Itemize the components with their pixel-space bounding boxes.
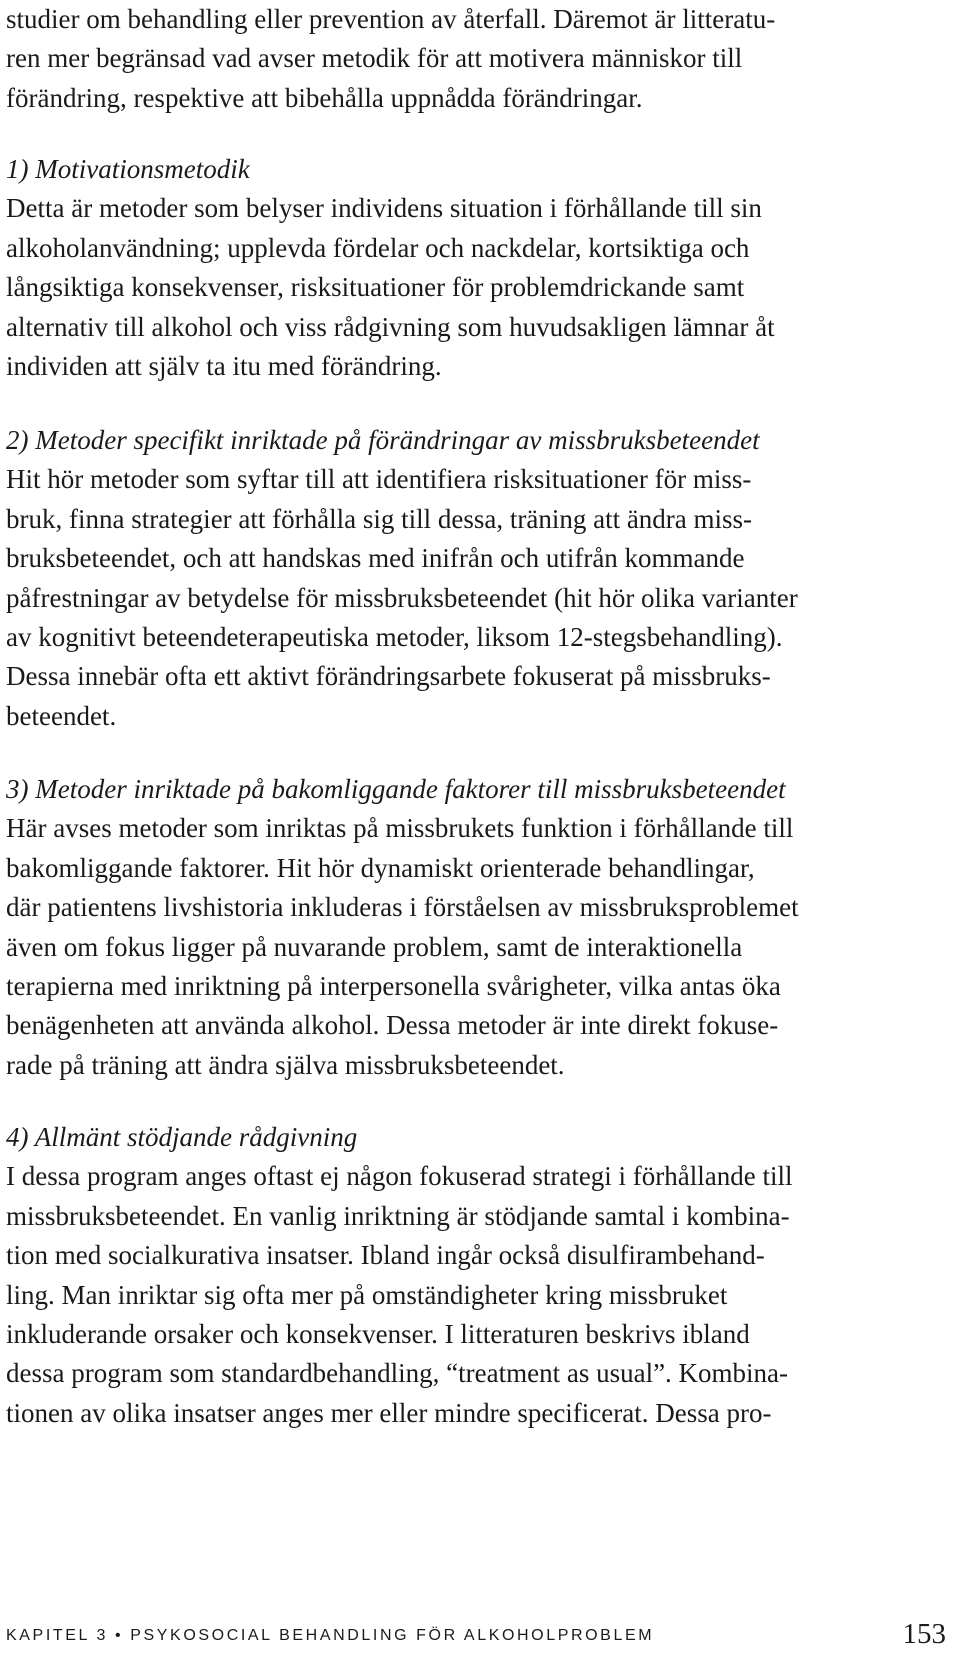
text-line: inkluderande orsaker och konsekvenser. I litteraturen beskrivs ibland	[6, 1318, 750, 1349]
text-line: förändring, respektive att bibehålla uppnådda förändringar.	[6, 82, 643, 113]
text-line: beteendet.	[6, 700, 117, 731]
text-line: Detta är metoder som belyser individens situation i förhållande till sin	[6, 193, 762, 224]
text-line: bruk, finna strategier att förhålla sig till dessa, träning att ändra miss-	[6, 503, 753, 534]
text-line: av kognitivt beteendeterapeutiska metoder, liksom 12-stegsbehandling).	[6, 621, 783, 652]
text-line: påfrestningar av betydelse för missbruksbeteendet (hit hör olika varianter	[6, 582, 798, 613]
text-line: Hit hör metoder som syftar till att identifiera risksituationer för miss-	[6, 464, 752, 495]
text-line: Dessa innebär ofta ett aktivt förändringsarbete fokuserat på missbruks-	[6, 661, 771, 692]
section-heading: 1) Motivationsmetodik	[6, 154, 250, 184]
section-heading: 4) Allmänt stödjande rådgivning	[6, 1122, 358, 1152]
intro-paragraph	[6, 0, 946, 118]
text-line: alkoholanvändning; upplevda fördelar och nackdelar, kortsiktiga och	[6, 232, 750, 263]
text-line: ling. Man inriktar sig ofta mer på omständigheter kring missbruket	[6, 1279, 728, 1310]
running-title: KAPITEL 3 • PSYKOSOCIAL BEHANDLING FÖR ALKOHOLPROBLEM	[6, 1627, 655, 1644]
text-line: dessa program som standardbehandling, “treatment as usual”. Kombina-	[6, 1358, 789, 1389]
text-line: I dessa program anges oftast ej någon fokuserad strategi i förhållande till	[6, 1161, 793, 1192]
text-line: individen att själv ta itu med förändring.	[6, 350, 442, 381]
text-line: ren mer begränsad vad avser metodik för att motivera människor till	[6, 43, 743, 74]
text-line: missbruksbeteendet. En vanlig inriktning är stödjande samtal i kombina-	[6, 1200, 790, 1231]
section-stodjande-radgivning	[6, 1118, 946, 1433]
text-line: bruksbeteendet, och att handskas med inifrån och utifrån kommande	[6, 543, 745, 574]
text-line: där patientens livshistoria inkluderas i förståelsen av missbruksproblemet	[6, 892, 799, 923]
text-line: även om fokus ligger på nuvarande problem, samt de interaktionella	[6, 931, 743, 962]
text-line: långsiktiga konsekvenser, risksituationer för problemdrickande samt	[6, 272, 745, 303]
text-line: bakomliggande faktorer. Hit hör dynamiskt orienterade behandlingar,	[6, 852, 755, 883]
section-heading: 3) Metoder inriktade på bakomliggande faktorer till missbruksbeteendet	[6, 774, 786, 804]
text-line: benägenheten att använda alkohol. Dessa metoder är inte direkt fokuse-	[6, 1010, 779, 1041]
text-line: Här avses metoder som inriktas på missbrukets funktion i förhållande till	[6, 813, 794, 844]
text-line: tionen av olika insatser anges mer eller mindre specificerat. Dessa pro-	[6, 1397, 772, 1428]
section-heading: 2) Metoder specifikt inriktade på förändringar av missbruksbeteendet	[6, 425, 760, 455]
text-line: rade på träning att ändra själva missbruksbeteendet.	[6, 1049, 565, 1080]
text-line: alternativ till alkohol och viss rådgivning som huvudsakligen lämnar åt	[6, 311, 775, 342]
section-bakomliggande-faktorer	[6, 770, 946, 1085]
text-line: studier om behandling eller prevention av återfall. Däremot är litteratu-	[6, 4, 776, 34]
page-footer	[6, 1614, 946, 1650]
section-missbruksbeteende-metoder	[6, 421, 946, 736]
page-number: 153	[902, 1618, 946, 1650]
section-motivationsmetodik	[6, 150, 946, 386]
text-line: tion med socialkurativa insatser. Ibland ingår också disulfirambehand-	[6, 1240, 765, 1271]
text-line: terapierna med inriktning på interpersonella svårigheter, vilka antas öka	[6, 970, 781, 1001]
